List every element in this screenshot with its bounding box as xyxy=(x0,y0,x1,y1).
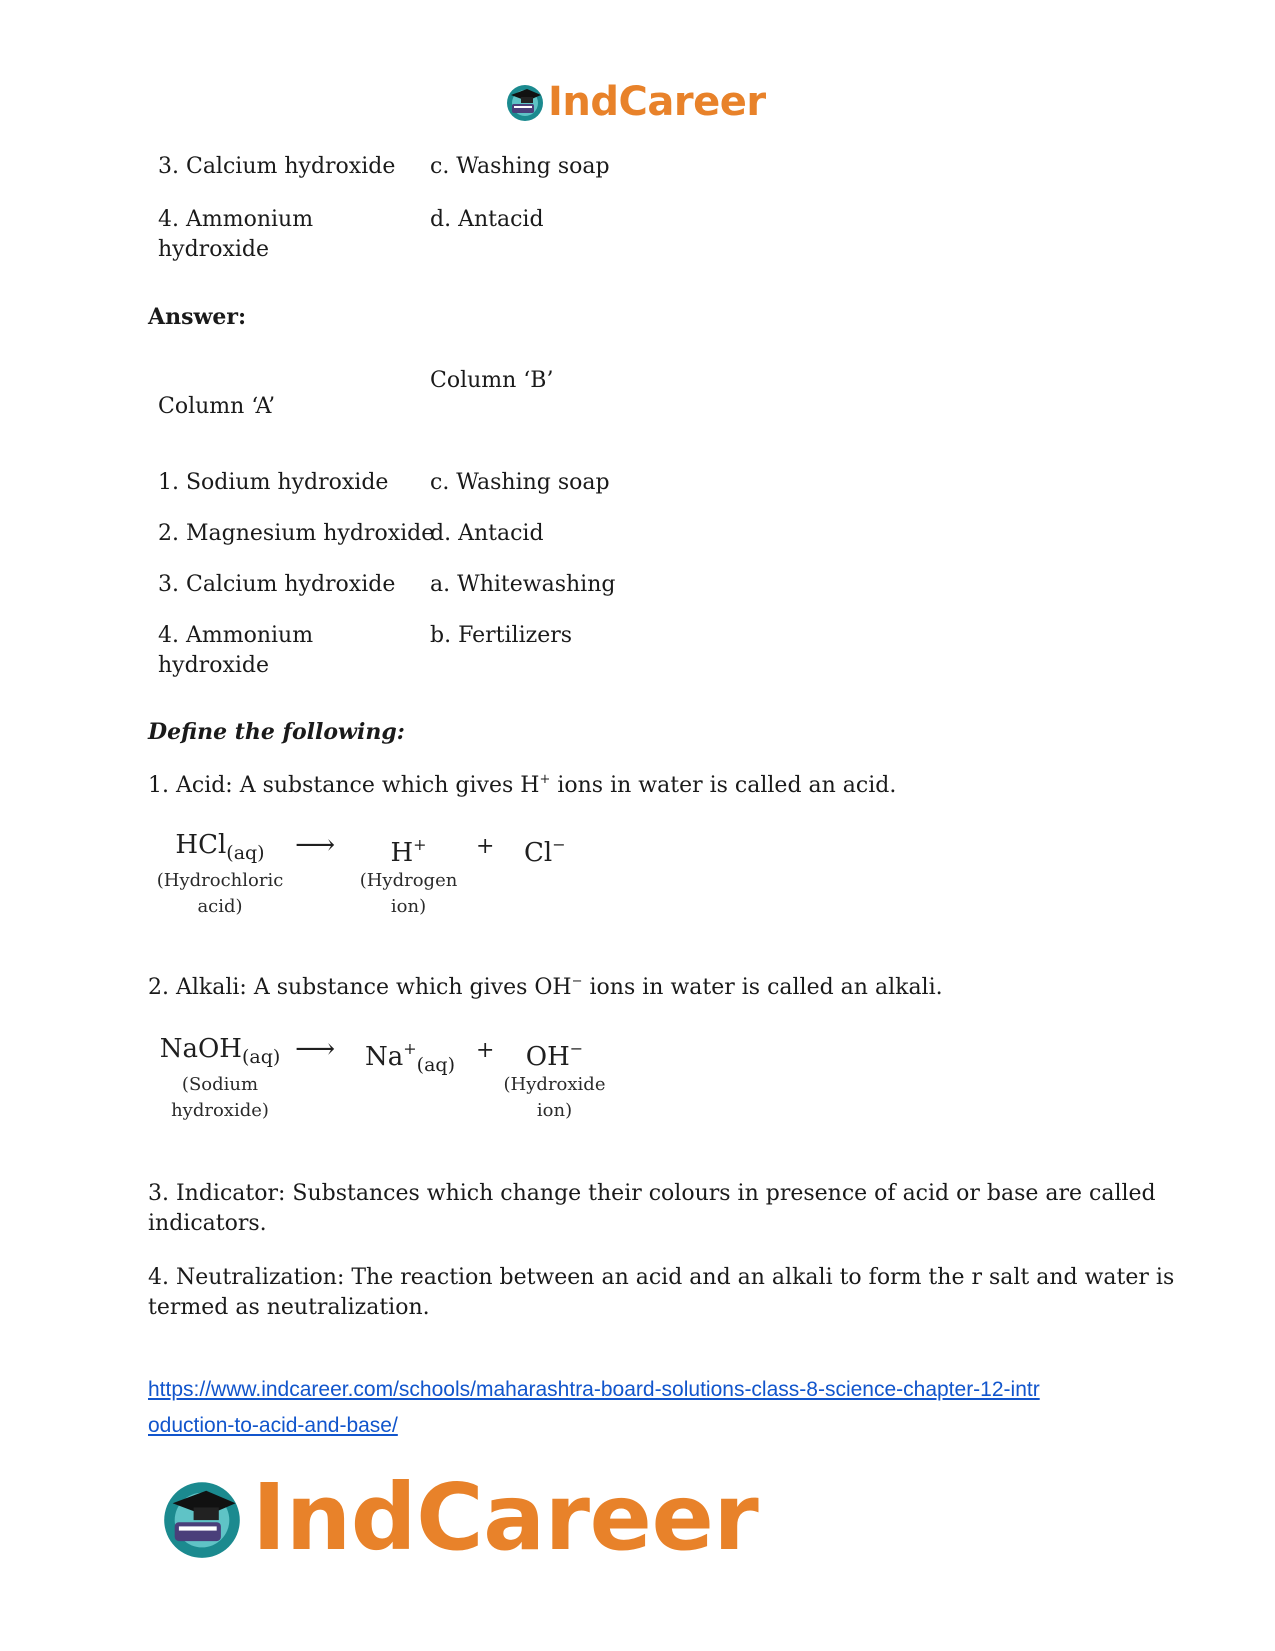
question-row-4-col-a-cont: hydroxide xyxy=(158,237,269,262)
answer-row-1-col-a: 1. Sodium hydroxide xyxy=(158,470,389,495)
answer-row-2-col-a: 2. Magnesium hydroxide xyxy=(158,521,435,546)
indicator-definition-line-2: indicators. xyxy=(148,1211,267,1236)
answer-row-3-col-a: 3. Calcium hydroxide xyxy=(158,572,396,597)
alkali-definition: 2. Alkali: A substance which gives OH− ions in water is called an alkali. xyxy=(148,974,943,1000)
question-row-4-col-a: 4. Ammonium xyxy=(158,207,314,232)
footer-logo xyxy=(160,1464,759,1571)
acid-definition: 1. Acid: A substance which gives H+ ions in water is called an acid. xyxy=(148,772,897,798)
define-heading: Define the following: xyxy=(148,719,405,745)
answer-row-1-col-b: c. Washing soap xyxy=(430,470,610,495)
answer-heading: Answer: xyxy=(148,304,247,330)
indicator-definition-line-1: 3. Indicator: Substances which change their colours in presence of acid or base are called xyxy=(148,1181,1156,1206)
reaction-arrow: ⟶ xyxy=(295,828,336,861)
question-row-3-col-a: 3. Calcium hydroxide xyxy=(158,154,396,179)
answer-col-a-header: Column ‘A’ xyxy=(158,394,276,419)
logo-wordmark: IndCareer xyxy=(252,1464,759,1571)
answer-row-3-col-b: a. Whitewashing xyxy=(430,572,616,597)
source-link-line-2[interactable]: oduction-to-acid-and-base/ xyxy=(148,1414,398,1437)
alkali-equation: NaOH$_{(aq)}$ (Sodium hydroxide) ⟶ $Na^+_{(aq)}$ + OH− (Hydroxide ion) xyxy=(159,1032,606,1121)
graduation-book-icon xyxy=(505,82,545,122)
answer-row-4-col-b: b. Fertilizers xyxy=(430,623,573,648)
question-row-3-col-b: c. Washing soap xyxy=(430,154,610,179)
neutralization-definition-line-2: termed as neutralization. xyxy=(148,1295,430,1320)
answer-row-2-col-b: d. Antacid xyxy=(430,521,544,546)
question-row-4-col-b: d. Antacid xyxy=(430,207,544,232)
header-logo xyxy=(505,80,766,124)
answer-row-4-col-a-cont: hydroxide xyxy=(158,653,269,678)
source-link-line-1[interactable]: https://www.indcareer.com/schools/maharashtra-board-solutions-class-8-science-chapter-12-intr xyxy=(148,1378,1040,1401)
acid-equation: HCl$_{(aq)}$ (Hydrochloric acid) ⟶ H+ (Hydrogen ion) + Cl− xyxy=(156,828,566,917)
logo-wordmark: IndCareer xyxy=(548,79,766,125)
answer-col-b-header: Column ‘B’ xyxy=(430,368,554,393)
graduation-book-icon xyxy=(160,1476,244,1560)
reaction-arrow: ⟶ xyxy=(295,1032,336,1065)
answer-row-4-col-a: 4. Ammonium xyxy=(158,623,314,648)
neutralization-definition-line-1: 4. Neutralization: The reaction between an acid and an alkali to form the r salt and water is xyxy=(148,1265,1175,1290)
